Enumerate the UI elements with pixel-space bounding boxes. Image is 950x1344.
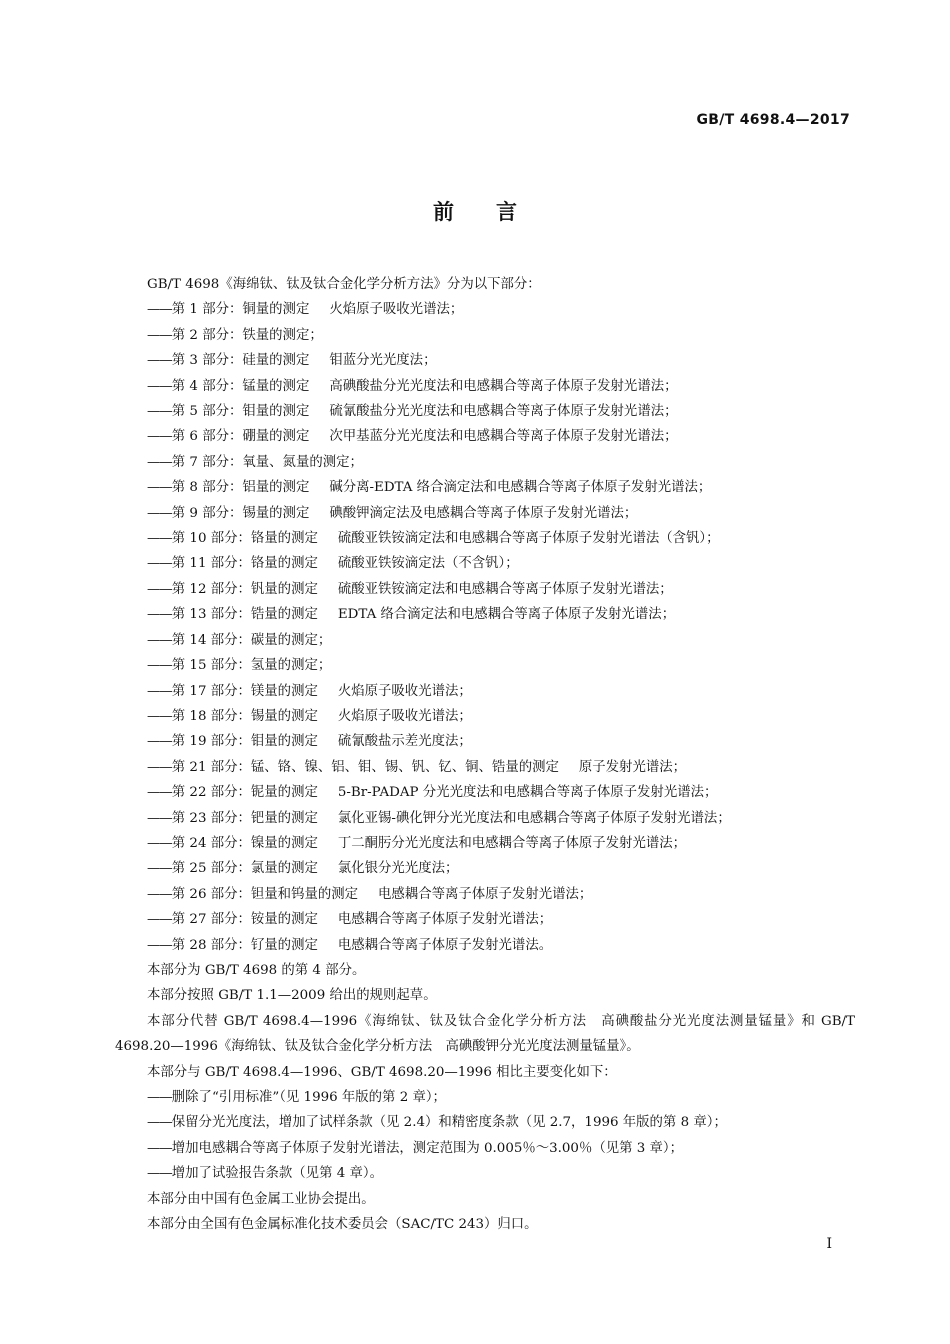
part-name: 第 28 部分：钌量的测定 <box>171 937 318 953</box>
item-dash: —— <box>147 1115 172 1131</box>
part-list-item <box>115 602 855 627</box>
part-method: 硫酸亚铁铵滴定法（不含钒）； <box>337 556 519 572</box>
part-method: 火焰原子吸收光谱法； <box>329 302 464 318</box>
part-method: 电感耦合等离子体原子发射光谱法； <box>337 912 553 928</box>
part-list-item <box>115 882 855 907</box>
part-list-item <box>115 297 855 322</box>
part-method: 碱分离-EDTA 络合滴定法和电感耦合等离子体原子发射光谱法； <box>329 480 712 496</box>
part-list-item <box>115 348 855 373</box>
part-name: 第 9 部分：锡量的测定 <box>171 505 310 521</box>
part-list-item <box>115 806 855 831</box>
item-dash: —— <box>147 658 172 674</box>
part-method: 硫酸亚铁铵滴定法和电感耦合等离子体原子发射光谱法； <box>337 581 673 597</box>
part-list-item <box>115 729 855 754</box>
part-name: 第 3 部分：硅量的测定 <box>171 353 310 369</box>
part-list-item <box>115 551 855 576</box>
page-title: 前言 <box>433 200 559 224</box>
part-method: 碘酸钾滴定法及电感耦合等离子体原子发射光谱法； <box>329 505 638 521</box>
change-text: 增加了试验报告条款（见第 4 章）。 <box>171 1166 383 1182</box>
item-dash: —— <box>147 759 172 775</box>
part-name: 第 10 部分：铬量的测定 <box>171 531 318 547</box>
part-name: 第 6 部分：硼量的测定 <box>171 429 310 445</box>
intro-paragraph: GB/T 4698《海绵钛、钛及钛合金化学分析方法》分为以下部分： <box>147 277 541 292</box>
item-dash: —— <box>147 1090 172 1105</box>
part-list-item <box>115 374 855 399</box>
part-list-item <box>115 628 855 653</box>
item-dash: —— <box>147 607 172 623</box>
proposed-by-paragraph: 本部分由中国有色金属工业协会提出。 <box>147 1191 375 1207</box>
item-dash: —— <box>147 708 172 724</box>
part-list-item <box>115 780 855 805</box>
item-dash: —— <box>147 531 172 547</box>
centralized-by-paragraph: 本部分由全国有色金属标准化技术委员会（SAC/TC 243）归口。 <box>147 1217 538 1233</box>
document-body <box>115 272 855 1237</box>
parts-list <box>115 297 855 958</box>
part-method: 火焰原子吸收光谱法； <box>337 708 472 724</box>
item-dash: —— <box>147 429 172 445</box>
change-list-item <box>115 1110 855 1135</box>
part-list-item <box>115 577 855 602</box>
part-method: 高碘酸盐分光光度法和电感耦合等离子体原子发射光谱法； <box>329 378 678 394</box>
replacement-paragraph: 本部分代替 GB/T 4698.4—1996《海绵钛、钛及钛合金化学分析方法 高碘酸盐分光光度法测量锰量》和 GB/T 4698.20—1996《海绵钛、钛及钛合金化学分析方法 高碘酸钾分光光度法测量锰量》。 <box>115 1013 855 1055</box>
item-dash: —— <box>147 378 172 394</box>
item-dash: —— <box>147 404 172 420</box>
part-list-item <box>115 679 855 704</box>
change-list-item <box>115 1161 855 1186</box>
part-list-item <box>115 907 855 932</box>
item-dash: —— <box>147 353 172 369</box>
part-method: 电感耦合等离子体原子发射光谱法； <box>378 886 593 902</box>
change-text: 删除了“引用标准”（见 1996 年版的第 2 章）； <box>171 1090 446 1105</box>
part-name: 第 21 部分：锰、铬、镍、铝、钼、锡、钒、钇、铜、锆量的测定 <box>171 759 559 775</box>
part-method: 火焰原子吸收光谱法； <box>337 683 472 699</box>
change-text: 增加电感耦合等离子体原子发射光谱法，测定范围为 0.005％～3.00％（见第 3 章）； <box>171 1140 684 1156</box>
part-name: 第 8 部分：铝量的测定 <box>171 480 310 496</box>
page-number: Ⅰ <box>826 1236 832 1252</box>
part-name: 第 15 部分：氢量的测定； <box>171 658 332 674</box>
part-method: EDTA 络合滴定法和电感耦合等离子体原子发射光谱法； <box>337 607 676 623</box>
part-name: 第 22 部分：铌量的测定 <box>171 785 318 801</box>
part-method: 5-Br-PADAP 分光光度法和电感耦合等离子体原子发射光谱法； <box>337 785 718 801</box>
change-list-item <box>115 1085 855 1110</box>
part-method: 次甲基蓝分光光度法和电感耦合等离子体原子发射光谱法； <box>329 429 678 445</box>
part-method: 硫酸亚铁铵滴定法和电感耦合等离子体原子发射光谱法（含钒）； <box>337 531 720 547</box>
change-text: 保留分光光度法，增加了试样条款（见 2.4）和精密度条款（见 2.7，1996 年版的第 8 章）； <box>171 1115 727 1131</box>
changes-intro-paragraph: 本部分与 GB/T 4698.4—1996、GB/T 4698.20—1996 相比主要变化如下： <box>147 1064 617 1080</box>
part-name: 第 19 部分：钼量的测定 <box>171 734 318 750</box>
part-name: 第 23 部分：钯量的测定 <box>171 810 318 826</box>
part-list-item <box>115 653 855 678</box>
part-list-item <box>115 755 855 780</box>
item-dash: —— <box>147 556 172 572</box>
item-dash: —— <box>147 810 172 826</box>
item-dash: —— <box>147 302 172 318</box>
part-name: 第 24 部分：镍量的测定 <box>171 835 318 851</box>
item-dash: —— <box>147 581 172 597</box>
part-list-item <box>115 475 855 500</box>
part-method: 氯化银分光光度法； <box>337 861 459 877</box>
item-dash: —— <box>147 937 172 953</box>
part-name: 第 11 部分：铬量的测定 <box>171 556 318 572</box>
part-name: 第 18 部分：锡量的测定 <box>171 708 318 724</box>
part-name: 第 2 部分：铁量的测定； <box>171 327 323 343</box>
item-dash: —— <box>147 1140 172 1156</box>
part-method: 电感耦合等离子体原子发射光谱法。 <box>337 937 553 953</box>
part-name: 第 14 部分：碳量的测定； <box>171 632 332 648</box>
change-list-item <box>115 1136 855 1161</box>
part-list-item <box>115 933 855 958</box>
item-dash: —— <box>147 1166 172 1182</box>
part-method: 硫氰酸盐分光光度法和电感耦合等离子体原子发射光谱法； <box>329 404 678 420</box>
item-dash: —— <box>147 861 172 877</box>
part-name: 第 26 部分：钽量和钨量的测定 <box>171 886 359 902</box>
item-dash: —— <box>147 785 172 801</box>
part-method: 钼蓝分光光度法； <box>329 353 437 369</box>
part-method: 丁二酮肟分光光度法和电感耦合等离子体原子发射光谱法； <box>337 835 687 851</box>
part-name: 第 5 部分：钼量的测定 <box>171 404 310 420</box>
part-name: 第 27 部分：铵量的测定 <box>171 912 318 928</box>
part-name: 第 4 部分：锰量的测定 <box>171 378 310 394</box>
part-list-item <box>115 704 855 729</box>
part-list-item <box>115 501 855 526</box>
part-list-item <box>115 856 855 881</box>
item-dash: —— <box>147 835 172 851</box>
part-name: 第 25 部分：氯量的测定 <box>171 861 318 877</box>
item-dash: —— <box>147 454 172 470</box>
part-method: 氯化亚锡-碘化钾分光光度法和电感耦合等离子体原子发射光谱法； <box>337 810 731 826</box>
part-number-paragraph: 本部分为 GB/T 4698 的第 4 部分。 <box>147 962 366 978</box>
item-dash: —— <box>147 632 172 648</box>
item-dash: —— <box>147 734 172 750</box>
drafting-rules-paragraph: 本部分按照 GB/T 1.1—2009 给出的规则起草。 <box>147 988 437 1004</box>
part-name: 第 1 部分：铜量的测定 <box>171 302 310 318</box>
changes-list <box>115 1085 855 1187</box>
item-dash: —— <box>147 480 172 496</box>
part-list-item <box>115 323 855 348</box>
part-method: 硫氰酸盐示差光度法； <box>337 734 472 750</box>
part-list-item <box>115 831 855 856</box>
part-list-item <box>115 526 855 551</box>
part-name: 第 13 部分：锆量的测定 <box>171 607 318 623</box>
part-list-item <box>115 450 855 475</box>
standard-code: GB/T 4698.4—2017 <box>696 112 850 128</box>
part-name: 第 17 部分：镁量的测定 <box>171 683 318 699</box>
item-dash: —— <box>147 327 172 343</box>
item-dash: —— <box>147 683 172 699</box>
part-list-item <box>115 424 855 449</box>
part-method: 原子发射光谱法； <box>578 759 687 775</box>
item-dash: —— <box>147 886 172 902</box>
part-list-item <box>115 399 855 424</box>
part-name: 第 12 部分：钒量的测定 <box>171 581 318 597</box>
item-dash: —— <box>147 505 172 521</box>
part-name: 第 7 部分：氧量、氮量的测定； <box>171 454 363 470</box>
item-dash: —— <box>147 912 172 928</box>
